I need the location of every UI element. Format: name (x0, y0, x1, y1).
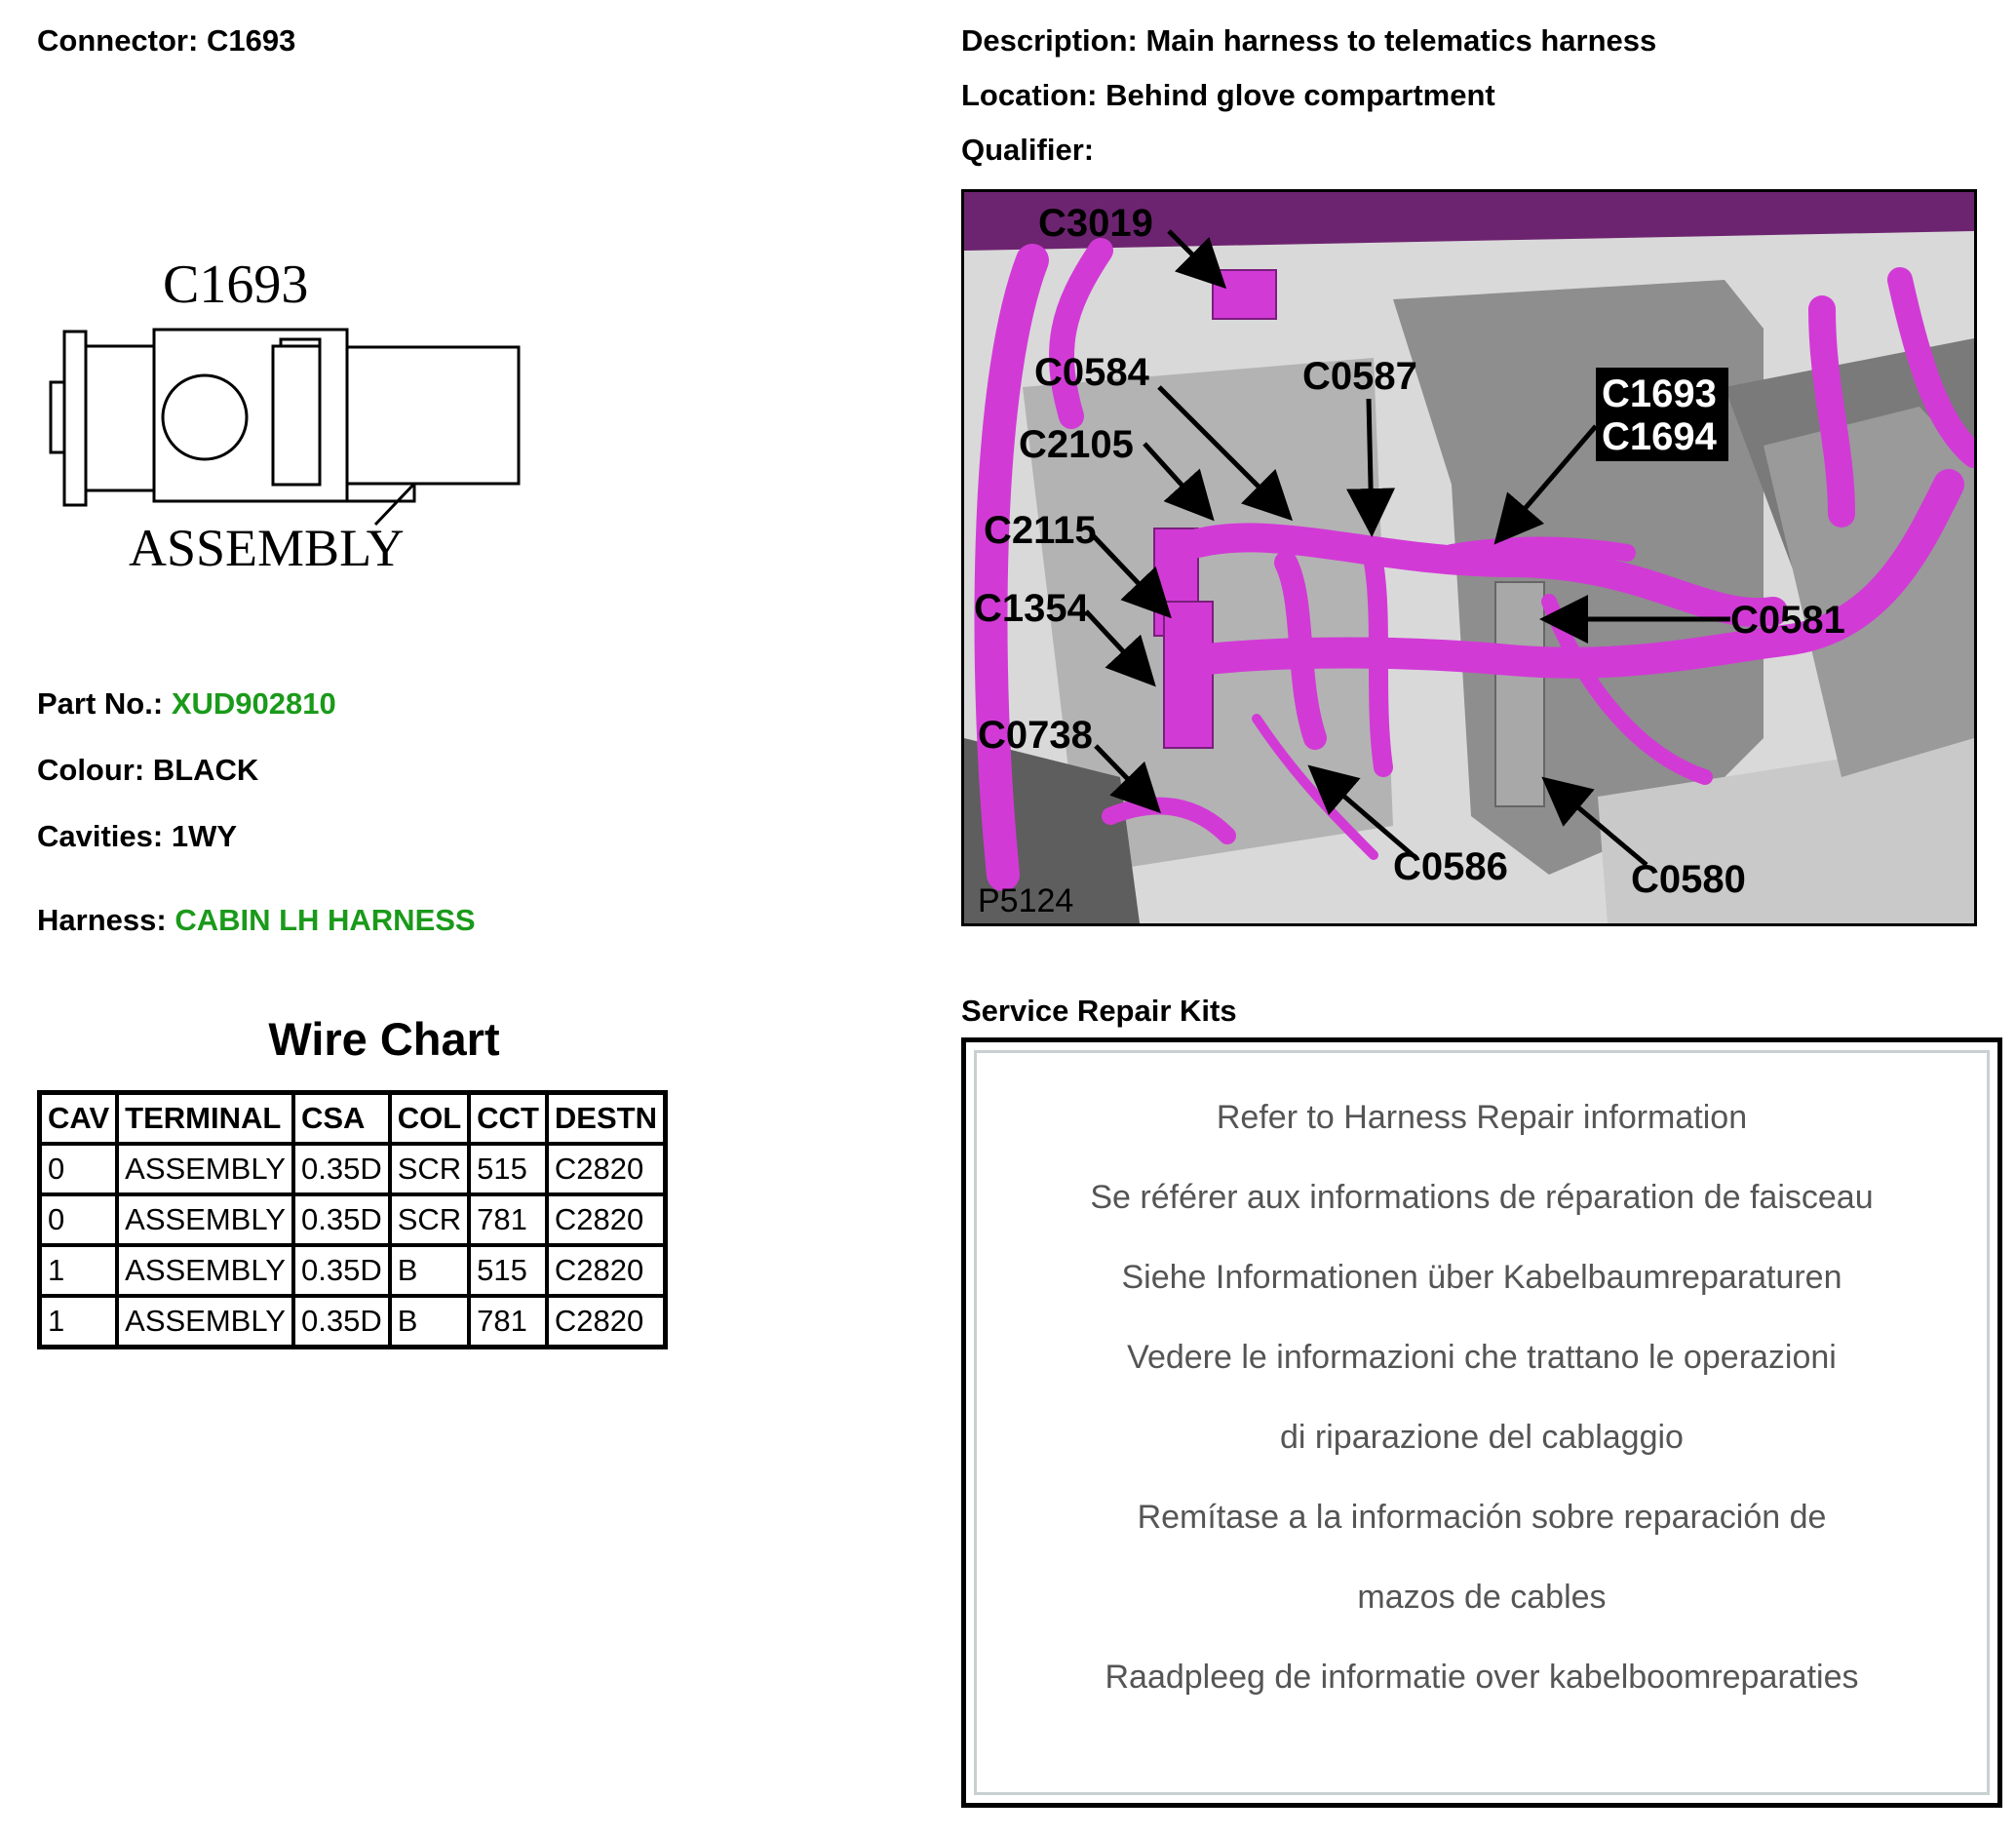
connector-diagram (39, 254, 546, 585)
callout-c0738: C0738 (978, 714, 1093, 757)
kit-line: di riparazione del cablaggio (1280, 1419, 1684, 1456)
wire-chart-title: Wire Chart (268, 1013, 500, 1065)
kit-line: Remítase a la información sobre reparación de (1137, 1499, 1827, 1536)
cavities-field (37, 819, 237, 854)
description-field (961, 23, 1656, 59)
harness-value: CABIN LH HARNESS (174, 903, 476, 937)
service-repair-kits-title: Service Repair Kits (961, 994, 1237, 1028)
header-terminal: TERMINAL (117, 1093, 293, 1145)
table-row (40, 1245, 666, 1296)
cell-col: B (390, 1296, 469, 1348)
colour-value: BLACK (152, 753, 259, 787)
cavities-value: 1WY (171, 819, 238, 853)
header-csa: CSA (293, 1093, 390, 1145)
kit-line: Siehe Informationen über Kabelbaumreparaturen (1121, 1259, 1842, 1296)
callout-c0587: C0587 (1302, 355, 1417, 398)
cavities-label: Cavities: (37, 819, 164, 853)
callout-c1694: C1694 (1602, 415, 1717, 458)
connector-value: C1693 (206, 23, 296, 58)
table-row (40, 1296, 666, 1348)
description-value: Main harness to telematics harness (1145, 23, 1657, 58)
callout-c2105: C2105 (1019, 423, 1134, 466)
cell-csa: 0.35D (293, 1245, 390, 1296)
colour-label: Colour: (37, 753, 145, 787)
callout-c0581: C0581 (1730, 599, 1845, 642)
harness-field (37, 903, 476, 938)
kit-line: Se référer aux informations de réparation de faisceau (1090, 1179, 1874, 1216)
cell-terminal: ASSEMBLY (117, 1194, 293, 1245)
wire-chart-header-row (40, 1093, 666, 1145)
callout-c0586: C0586 (1393, 845, 1508, 888)
header-col: COL (390, 1093, 469, 1145)
cell-cct: 781 (469, 1296, 547, 1348)
header-destn: DESTN (547, 1093, 666, 1145)
cell-col: B (390, 1245, 469, 1296)
location-field (961, 78, 1495, 113)
callout-c0580: C0580 (1631, 858, 1746, 901)
harness-label: Harness: (37, 903, 167, 937)
callout-c0584: C0584 (1034, 351, 1149, 394)
location-illustration (964, 192, 1974, 923)
header-cct: CCT (469, 1093, 547, 1145)
cell-cct: 515 (469, 1245, 547, 1296)
table-row (40, 1194, 666, 1245)
qualifier-field (961, 133, 1094, 168)
wire-chart-table (37, 1090, 668, 1349)
description-label: Description: (961, 23, 1138, 58)
part-no-label: Part No.: (37, 686, 164, 721)
colour-field (37, 753, 258, 788)
cell-csa: 0.35D (293, 1296, 390, 1348)
cell-csa: 0.35D (293, 1194, 390, 1245)
cell-terminal: ASSEMBLY (117, 1144, 293, 1194)
cell-terminal: ASSEMBLY (117, 1296, 293, 1348)
callout-c1693: C1693 (1602, 372, 1717, 415)
header-cav: CAV (40, 1093, 118, 1145)
table-row (40, 1144, 666, 1194)
connector-field (37, 23, 295, 59)
kit-line: mazos de cables (1357, 1579, 1607, 1616)
cell-cav: 0 (40, 1144, 118, 1194)
part-no-field (37, 686, 336, 722)
kit-line: Raadpleeg de informatie over kabelboomreparaties (1105, 1659, 1859, 1696)
cell-cct: 781 (469, 1194, 547, 1245)
location-photo (961, 189, 1977, 926)
location-label: Location: (961, 78, 1098, 112)
location-value: Behind glove compartment (1105, 78, 1495, 112)
cell-cav: 1 (40, 1245, 118, 1296)
cell-cav: 1 (40, 1296, 118, 1348)
part-no-value: XUD902810 (171, 686, 336, 721)
connector-label: Connector: (37, 23, 199, 58)
kit-line: Refer to Harness Repair information (1216, 1099, 1748, 1136)
kit-line: Vedere le informazioni che trattano le operazioni (1127, 1339, 1837, 1376)
cell-destn: C2820 (547, 1194, 666, 1245)
callout-c1354: C1354 (974, 587, 1089, 630)
cell-cct: 515 (469, 1144, 547, 1194)
diagram-connector-id: C1693 (163, 254, 309, 315)
service-repair-kits-box (961, 1037, 2002, 1808)
service-repair-kits-panel (974, 1050, 1990, 1795)
diagram-assembly-label: ASSEMBLY (129, 519, 405, 577)
callout-c3019: C3019 (1038, 202, 1153, 245)
cell-col: SCR (390, 1144, 469, 1194)
cell-destn: C2820 (547, 1245, 666, 1296)
photo-ref: P5124 (978, 882, 1074, 919)
cell-csa: 0.35D (293, 1144, 390, 1194)
cell-destn: C2820 (547, 1296, 666, 1348)
cell-cav: 0 (40, 1194, 118, 1245)
cell-terminal: ASSEMBLY (117, 1245, 293, 1296)
cell-destn: C2820 (547, 1144, 666, 1194)
qualifier-label: Qualifier: (961, 133, 1095, 167)
cell-col: SCR (390, 1194, 469, 1245)
callout-c2115: C2115 (984, 509, 1097, 552)
